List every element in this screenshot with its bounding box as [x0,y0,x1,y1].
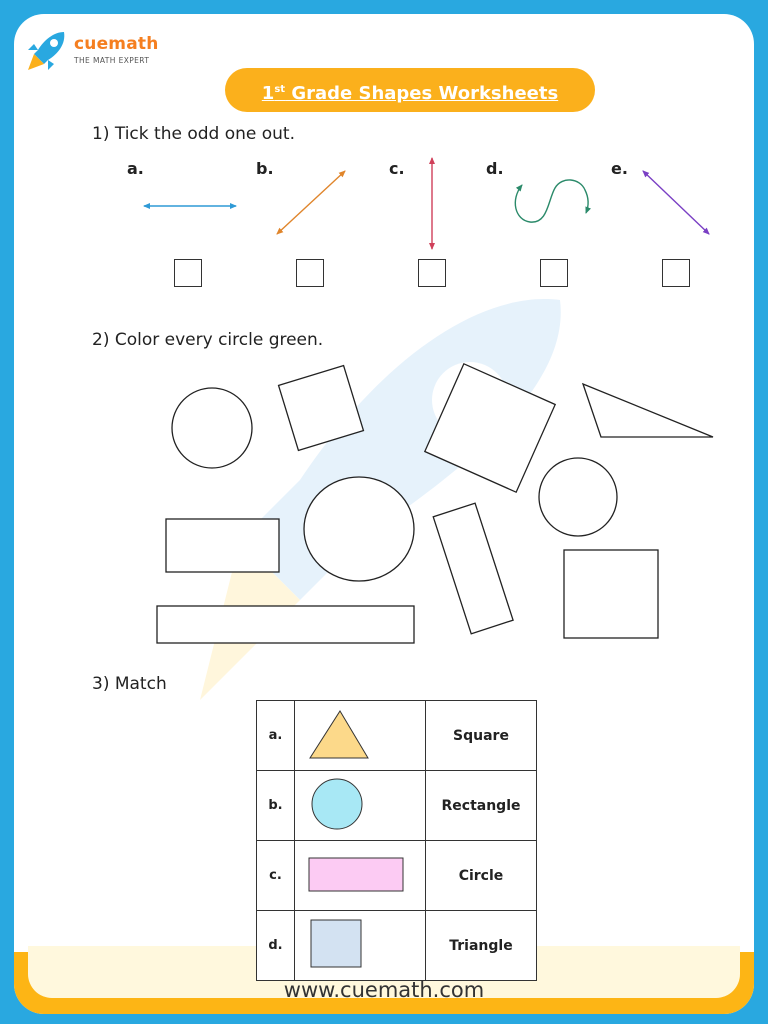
option-d-label: d. [486,159,504,178]
option-b-label: b. [256,159,274,178]
option-e-label: e. [611,159,628,178]
match-row [257,701,537,771]
double-arrow-diagonal-icon [643,171,709,234]
match-shape-cell [295,841,426,911]
square-icon [295,911,425,976]
match-word[interactable]: Circle [426,841,537,911]
match-table [256,700,537,981]
match-row [257,771,537,841]
question-3-text: 3) Match [92,674,167,694]
question-2-text: 2) Color every circle green. [92,330,324,350]
title-number: 1 [261,83,275,104]
match-word[interactable]: Square [426,701,537,771]
brand-tagline: THE MATH EXPERT [74,56,150,65]
shape-square-tilted[interactable] [279,366,364,451]
match-shape-cell [295,771,426,841]
option-e-checkbox[interactable] [662,259,690,287]
rectangle-icon [295,841,425,906]
option-c-label: c. [389,159,405,178]
title-superscript: st [274,84,286,95]
match-row [257,911,537,981]
shape-square-tilted-large[interactable] [425,364,555,492]
match-letter: d. [257,911,295,981]
double-arrow-diagonal-icon [277,171,345,234]
match-word[interactable]: Triangle [426,911,537,981]
shape-circle[interactable] [304,477,414,581]
option-b-checkbox[interactable] [296,259,324,287]
brand-name: cuemath [74,34,159,54]
triangle-icon [295,701,425,766]
question-1-text: 1) Tick the odd one out. [92,124,296,144]
shape-square[interactable] [564,550,658,638]
shape-rectangle[interactable] [166,519,279,572]
match-row [257,841,537,911]
option-d-checkbox[interactable] [540,259,568,287]
shape-rectangle-tilted[interactable] [433,503,513,634]
title-text: Grade Shapes Worksheets [285,83,559,104]
circle-icon [295,771,425,836]
shape-triangle[interactable] [583,384,713,437]
shape-rectangle-long[interactable] [157,606,414,643]
match-shape-cell [295,701,426,771]
option-a-checkbox[interactable] [174,259,202,287]
curved-double-arrow-icon [515,180,588,222]
shape-circle[interactable] [539,458,617,536]
footer-url[interactable]: www.cuemath.com [283,978,485,1002]
shape-circle[interactable] [172,388,252,468]
option-a-label: a. [127,159,144,178]
match-letter: b. [257,771,295,841]
match-word[interactable]: Rectangle [426,771,537,841]
match-letter: a. [257,701,295,771]
match-shape-cell [295,911,426,981]
match-letter: c. [257,841,295,911]
option-c-checkbox[interactable] [418,259,446,287]
